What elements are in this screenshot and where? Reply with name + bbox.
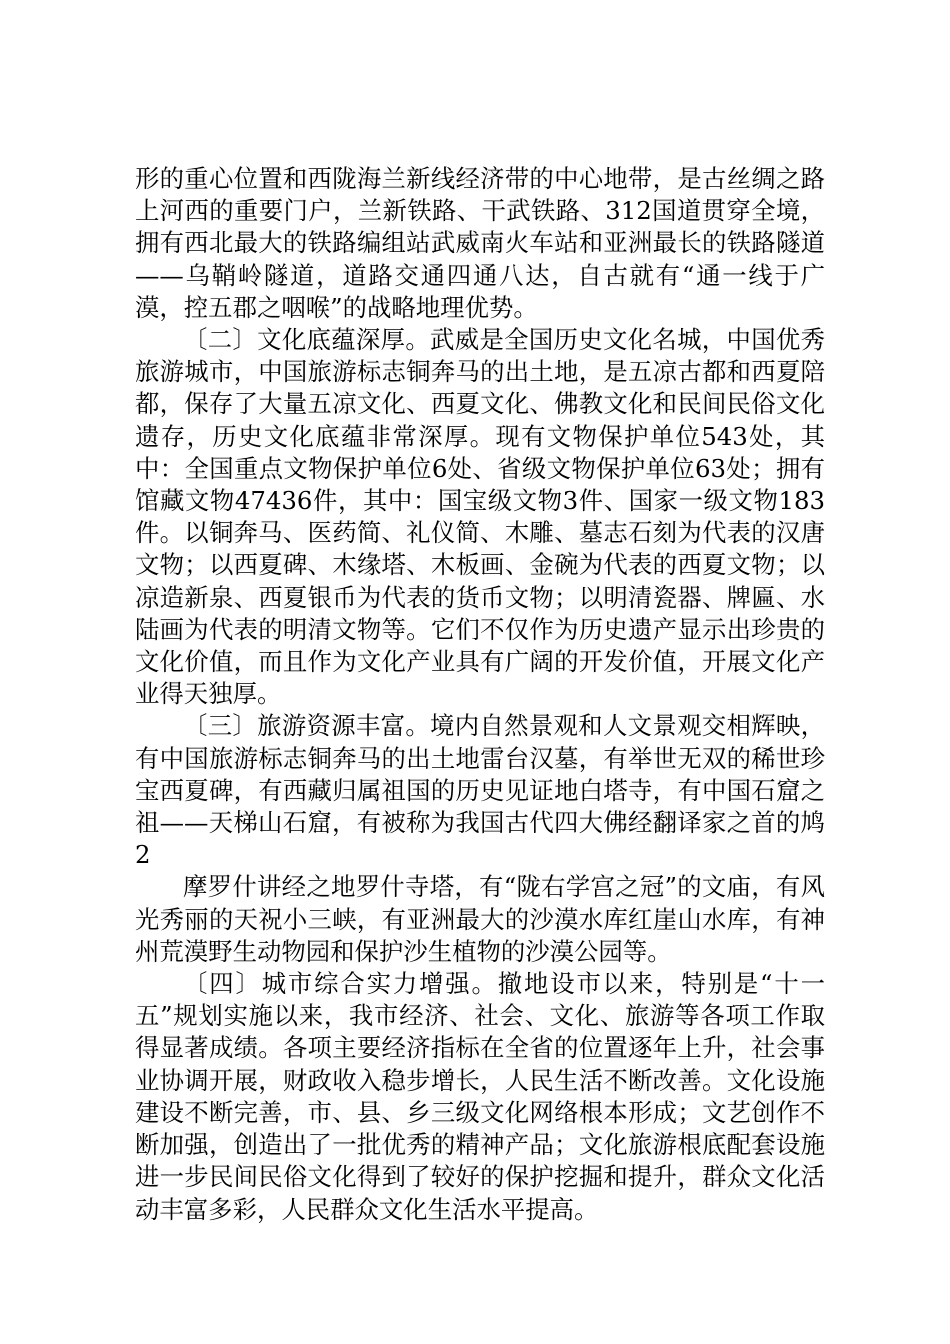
paragraph-tourism: 〔三〕旅游资源丰富。境内自然景观和人文景观交相辉映，有中国旅游标志铜奔马的出土地雷台汉墓，有举世无双的稀世珍宝西夏碑，有西藏归属祖国的历史见证地白塔寺，有中国石窟之祖——天梯山石窟，有被称为我国古代四大佛经翻译家之首的鸠2 (135, 711, 825, 870)
paragraph-tourism-continued: 摩罗什讲经之地罗什寺塔，有“陇右学宫之冠”的文庙，有风光秀丽的天祝小三峡，有亚洲最大的沙漠水库红崖山水库，有神州荒漠野生动物园和保护沙生植物的沙漠公园等。 (135, 872, 825, 966)
paragraph-continuation: 形的重心位置和西陇海兰新线经济带的中心地带，是古丝绸之路上河西的重要门户，兰新铁路、干武铁路、312国道贯穿全境，拥有西北最大的铁路编组站武威南火车站和亚洲最长的铁路隧道——乌鞘岭隧道，道路交通四通八达，自古就有“通一线于广漠，控五郡之咽喉”的战略地理优势。 (135, 164, 825, 322)
body-text (135, 163, 825, 1226)
paragraph-city-strength: 〔四〕城市综合实力增强。撤地设市以来，特别是“十一五”规划实施以来，我市经济、社会、文化、旅游等各项工作取得显著成绩。各项主要经济指标在全省的位置逐年上升，社会事业协调开展，财政收入稳步增长，人民生活不断改善。文化设施建设不断完善，市、县、乡三级文化网络根本形成；文艺创作不断加强，创造出了一批优秀的精神产品；文化旅游根底配套设施进一步民间民俗文化得到了较好的保护挖掘和提升，群众文化活动丰富多彩，人民群众文化生活水平提高。 (135, 969, 825, 1224)
paragraph-culture: 〔二〕文化底蕴深厚。武威是全国历史文化名城，中国优秀旅游城市，中国旅游标志铜奔马的出土地，是五凉古都和西夏陪都，保存了大量五凉文化、西夏文化、佛教文化和民间民俗文化遗存，历史文化底蕴非常深厚。现有文物保护单位543处，其中：全国重点文物保护单位6处、省级文物保护单位63处；拥有馆藏文物47436件，其中：国宝级文物3件、国家一级文物183件。以铜奔马、医药简、礼仪简、木雕、墓志石刻为代表的汉唐文物；以西夏碑、木缘塔、木板画、金碗为代表的西夏文物；以凉造新泉、西夏银币为代表的货币文物；以明清瓷器、牌匾、水陆画为代表的明清文物等。它们不仅作为历史遗产显示出珍贵的文化价值，而且作为文化产业具有广阔的开发价值，开展文化产业得天独厚。 (135, 325, 825, 709)
